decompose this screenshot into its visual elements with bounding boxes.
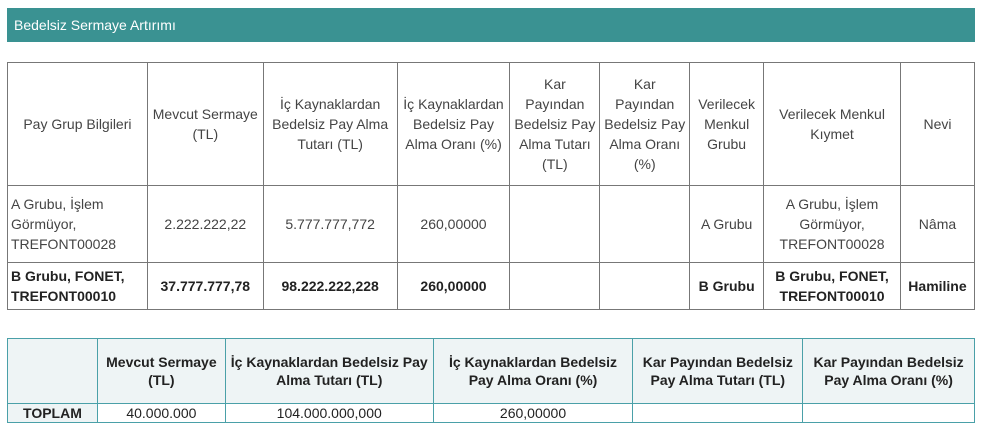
- table-row: [8, 263, 975, 310]
- cell-menkul-grubu: A Grubu: [690, 186, 764, 263]
- cell-pay-grup: A Grubu, İşlem Görmüyor, TREFONT00028: [8, 186, 148, 263]
- total-kar-payi-oran: [803, 404, 975, 423]
- col-header-mevcut-sermaye: Mevcut Sermaye (TL): [147, 63, 263, 186]
- col-header-pay-grup: Pay Grup Bilgileri: [8, 63, 148, 186]
- cell-pay-grup: B Grubu, FONET, TREFONT00010: [8, 263, 148, 310]
- col-header-kar-payi-oran: Kar Payından Bedelsiz Pay Alma Oranı (%): [600, 63, 690, 186]
- cell-nevi: Hamiline: [900, 263, 974, 310]
- total-col-header-mevcut-sermaye: Mevcut Sermaye (TL): [97, 339, 225, 404]
- cell-ic-kaynak-oran: 260,00000: [397, 186, 510, 263]
- cell-kar-payi-oran: [600, 263, 690, 310]
- col-header-kar-payi-tutar: Kar Payından Bedelsiz Pay Alma Tutarı (TL): [510, 63, 600, 186]
- total-kar-payi-tutar: [633, 404, 803, 423]
- col-header-menkul-kiymet: Verilecek Menkul Kıymet: [764, 63, 901, 186]
- col-header-nevi: Nevi: [900, 63, 974, 186]
- col-header-menkul-grubu: Verilecek Menkul Grubu: [690, 63, 764, 186]
- total-row: [8, 404, 975, 423]
- cell-kar-payi-tutar: [510, 186, 600, 263]
- total-ic-kaynak-tutar: 104.000.000,000: [225, 404, 433, 423]
- col-header-ic-kaynak-oran: İç Kaynaklardan Bedelsiz Pay Alma Oranı (%): [397, 63, 510, 186]
- cell-kar-payi-tutar: [510, 263, 600, 310]
- cell-menkul-kiymet: A Grubu, İşlem Görmüyor, TREFONT00028: [764, 186, 901, 263]
- cell-mevcut-sermaye: 2.222.222,22: [147, 186, 263, 263]
- total-col-header-ic-kaynak-oran: İç Kaynaklardan Bedelsiz Pay Alma Oranı (%): [433, 339, 633, 404]
- cell-menkul-kiymet: B Grubu, FONET, TREFONT00010: [764, 263, 901, 310]
- total-label: TOPLAM: [8, 404, 98, 423]
- total-col-header-kar-payi-oran: Kar Payından Bedelsiz Pay Alma Oranı (%): [803, 339, 975, 404]
- cell-ic-kaynak-tutar: 98.222.222,228: [263, 263, 397, 310]
- total-mevcut-sermaye: 40.000.000: [97, 404, 225, 423]
- cell-ic-kaynak-tutar: 5.777.777,772: [263, 186, 397, 263]
- cell-menkul-grubu: B Grubu: [690, 263, 764, 310]
- total-ic-kaynak-oran: 260,00000: [433, 404, 633, 423]
- cell-mevcut-sermaye: 37.777.777,78: [147, 263, 263, 310]
- total-table: [7, 338, 975, 423]
- capital-increase-table: [7, 62, 975, 310]
- total-col-header-empty: [8, 339, 98, 404]
- table-row: [8, 186, 975, 263]
- section-title-bar: [7, 8, 975, 42]
- total-header-row: [8, 339, 975, 404]
- cell-ic-kaynak-oran: 260,00000: [397, 263, 510, 310]
- section-title: Bedelsiz Sermaye Artırımı: [14, 17, 176, 33]
- col-header-ic-kaynak-tutar: İç Kaynaklardan Bedelsiz Pay Alma Tutarı (TL): [263, 63, 397, 186]
- cell-nevi: Nâma: [900, 186, 974, 263]
- total-col-header-ic-kaynak-tutar: İç Kaynaklardan Bedelsiz Pay Alma Tutarı (TL): [225, 339, 433, 404]
- total-col-header-kar-payi-tutar: Kar Payından Bedelsiz Pay Alma Tutarı (TL): [633, 339, 803, 404]
- table-header-row: [8, 63, 975, 186]
- cell-kar-payi-oran: [600, 186, 690, 263]
